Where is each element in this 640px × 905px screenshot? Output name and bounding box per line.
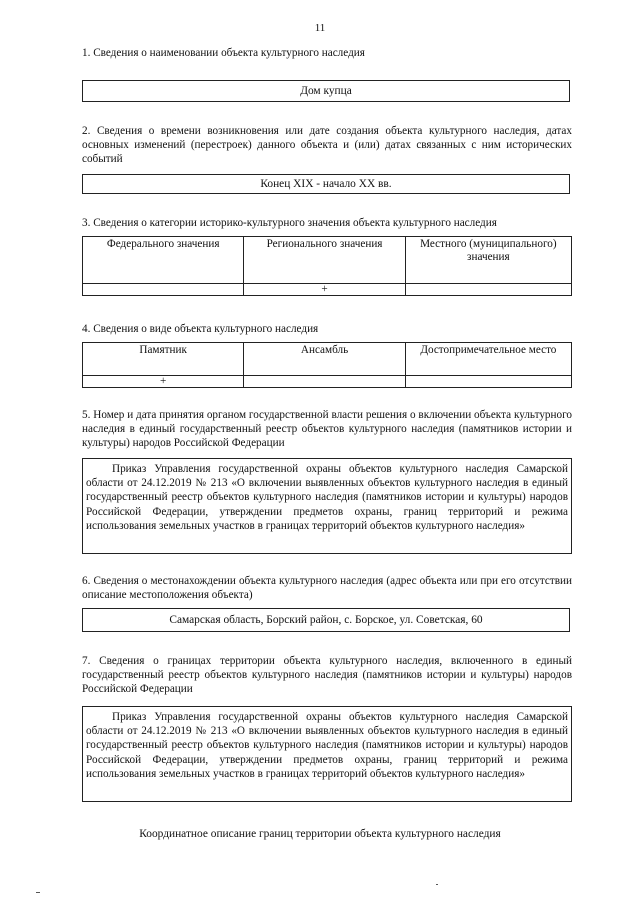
category-federal-mark (83, 284, 244, 296)
section-3-heading: 3. Сведения о категории историко-культурного значения объекта культурного наследия (82, 217, 497, 229)
section-7-heading: 7. Сведения о границах территории объекта культурного наследия, включенного в единый государственный реестр объектов культурного наследия (памятников истории и культуры) народов Российской Федерации (82, 655, 572, 695)
category-regional-mark: + (244, 284, 405, 296)
boundaries-decision-box (82, 706, 572, 802)
category-federal-header: Федерального значения (83, 237, 244, 284)
coordinates-title: Координатное описание границ территории объекта культурного наследия (139, 828, 501, 840)
section-2-heading: 2. Сведения о времени возникновения или дате создания объекта культурного наследия, датах основных изменений (перестроек) данного объекта и (или) датах связанных с ним исторических событий (82, 125, 572, 165)
type-monument-header: Памятник (83, 343, 244, 376)
type-table (82, 342, 572, 388)
creation-date-box (82, 174, 570, 194)
registry-decision-box (82, 458, 572, 554)
boundaries-decision-text: Приказ Управления государственной охраны объектов культурного наследия Самарской области от 24.12.2019 № 213 «О включении выявленных объектов культурного наследия в единый государственный реестр объектов культурного наследия (памятников истории и культуры) народов Российской Федерации, утверждении предметов охраны, границ территорий и режима использования земельных участков в границах территорий объектов культурного наследия» (86, 711, 568, 780)
section-4-heading: 4. Сведения о виде объекта культурного наследия (82, 323, 319, 335)
page-number: 11 (314, 22, 326, 34)
section-5-heading: 5. Номер и дата принятия органом государственной власти решения о включении объекта культурного наследия в единый государственный реестр объектов культурного наследия (памятников истории и культуры) народов Российской Федерации (82, 409, 572, 449)
registry-decision-text: Приказ Управления государственной охраны объектов культурного наследия Самарской области от 24.12.2019 № 213 «О включении выявленных объектов культурного наследия в единый государственный реестр объектов культурного наследия (памятников истории и культуры) народов Российской Федерации, утверждении предметов охраны, границ территорий и режима использования земельных участков в границах территорий объектов культурного наследия» (86, 463, 568, 532)
type-mark-row (83, 376, 572, 388)
category-header-row (83, 237, 572, 284)
object-name-box (82, 80, 570, 102)
section-6-heading: 6. Сведения о местонахождении объекта культурного наследия (адрес объекта или при его отсутствии описание местоположения объекта) (82, 575, 572, 601)
type-header-row (83, 343, 572, 376)
type-ensemble-mark (244, 376, 405, 388)
scan-speck (436, 884, 438, 885)
category-regional-header: Регионального значения (244, 237, 405, 284)
object-name-value: Дом купца (300, 85, 352, 97)
category-mark-row (83, 284, 572, 296)
type-landmark-mark (405, 376, 571, 388)
address-value: Самарская область, Борский район, с. Борское, ул. Советская, 60 (169, 614, 483, 626)
section-1-heading: 1. Сведения о наименовании объекта культурного наследия (82, 47, 365, 59)
category-local-mark (405, 284, 571, 296)
address-box (82, 608, 570, 632)
scan-speck (36, 892, 40, 893)
type-landmark-header: Достопримечательное место (405, 343, 571, 376)
type-monument-mark: + (83, 376, 244, 388)
category-table (82, 236, 572, 296)
creation-date-value: Конец XIX - начало XX вв. (260, 178, 392, 190)
type-ensemble-header: Ансамбль (244, 343, 405, 376)
category-local-header: Местного (муниципального) значения (405, 237, 571, 284)
